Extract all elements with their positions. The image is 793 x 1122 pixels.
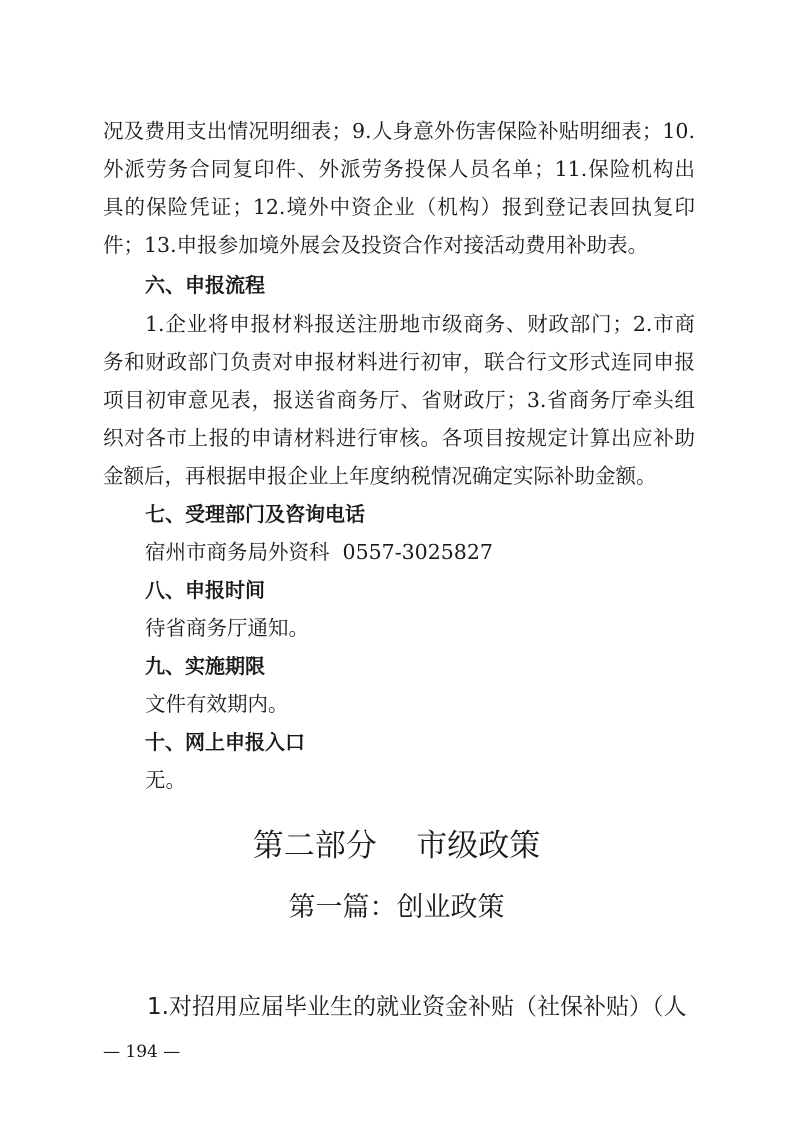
contact-info: 宿州市商务局外资科 0557-3025827 [145,540,493,564]
paragraph-line: 务和财政部门负责对申报材料进行初审，联合行文形式连同申报 [103,350,695,374]
paragraph-line: 件；13.申报参加境外展会及投资合作对接活动费用补助表。 [103,233,649,257]
section-heading-time: 八、申报时间 [145,578,265,602]
section-heading-contact: 七、受理部门及咨询电话 [145,502,365,526]
paragraph-line: 金额后，再根据申报企业上年度纳税情况确定实际补助金额。 [103,464,657,488]
section-heading-online: 十、网上申报入口 [145,730,305,754]
paragraph-line: 织对各市上报的申请材料进行审核。各项目按规定计算出应补助 [103,426,695,450]
paragraph-line: 1.企业将申报材料报送注册地市级商务、财政部门；2.市商 [145,312,695,336]
paragraph-line: 具的保险凭证；12.境外中资企业（机构）报到登记表回执复印 [103,195,695,219]
item-title: 1.对招用应届毕业生的就业资金补贴（社保补贴）（人 [147,994,687,1020]
paragraph-line: 项目初审意见表，报送省商务厅、省财政厅；3.省商务厅牵头组 [103,388,695,412]
section-text-time: 待省商务厅通知。 [145,616,309,640]
page-number: — 194 — [103,1042,181,1062]
section-heading-process: 六、申报流程 [145,273,265,297]
section-text-online: 无。 [145,768,186,792]
part-title: 第二部分 市级政策 [252,828,541,864]
section-text-period: 文件有效期内。 [145,692,289,716]
paragraph-line: 外派劳务合同复印件、外派劳务投保人员名单；11.保险机构出 [103,157,695,181]
section-heading-period: 九、实施期限 [145,654,265,678]
paragraph-line: 况及费用支出情况明细表；9.人身意外伤害保险补贴明细表；10. [103,119,695,143]
chapter-title: 第一篇：创业政策 [288,892,505,923]
